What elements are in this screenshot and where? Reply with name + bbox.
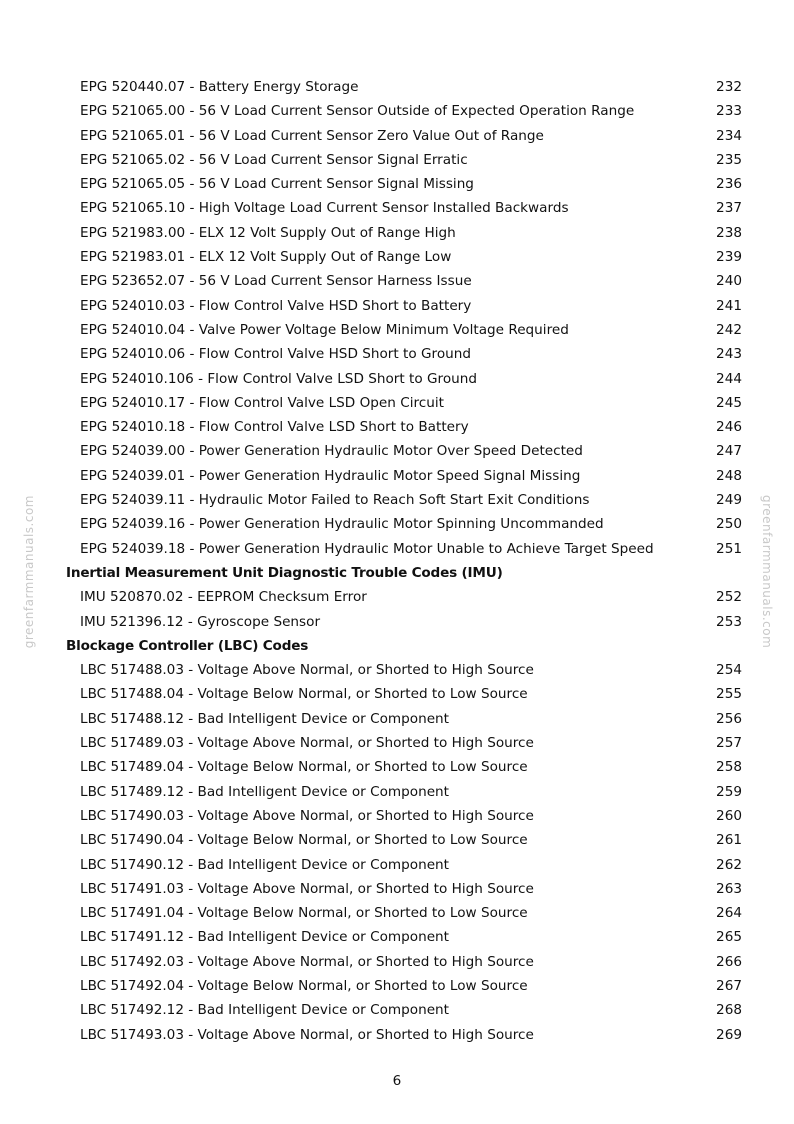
- toc-entry[interactable]: [0, 221, 794, 245]
- toc-heading-label: Blockage Controller (LBC) Codes: [66, 637, 309, 654]
- toc-entry-label: EPG 524010.06 - Flow Control Valve HSD Short to Ground: [80, 346, 471, 363]
- toc-entry[interactable]: [0, 610, 794, 634]
- toc-entry[interactable]: [0, 828, 794, 852]
- toc-entry-label: EPG 521065.02 - 56 V Load Current Sensor Signal Erratic: [80, 151, 468, 168]
- toc-entry[interactable]: [0, 75, 794, 99]
- toc-entry[interactable]: [0, 512, 794, 536]
- toc-entry-page-number: 265: [716, 929, 742, 946]
- toc-entry-page-number: 237: [716, 200, 742, 217]
- toc-entry-label: EPG 524010.04 - Valve Power Voltage Below Minimum Voltage Required: [80, 321, 569, 338]
- toc-entry-label: LBC 517488.12 - Bad Intelligent Device or Component: [80, 710, 450, 727]
- toc-entry-label: EPG 523652.07 - 56 V Load Current Sensor Harness Issue: [80, 273, 472, 290]
- toc-entry-label: EPG 521983.01 - ELX 12 Volt Supply Out of Range Low: [80, 249, 452, 266]
- toc-entry-label: EPG 521983.00 - ELX 12 Volt Supply Out of Range High: [80, 224, 456, 241]
- toc-entry[interactable]: [0, 707, 794, 731]
- toc-entry-page-number: 266: [716, 953, 742, 970]
- toc-entry[interactable]: [0, 342, 794, 366]
- toc-entry[interactable]: [0, 439, 794, 463]
- toc-entry-label: EPG 521065.05 - 56 V Load Current Sensor Signal Missing: [80, 176, 474, 193]
- toc-entry-page-number: 241: [716, 297, 742, 314]
- toc-entry[interactable]: [0, 658, 794, 682]
- toc-entry-label: LBC 517493.03 - Voltage Above Normal, or Shorted to High Source: [80, 1026, 534, 1043]
- toc-entry-page-number: 232: [716, 79, 742, 95]
- toc-entry[interactable]: [0, 974, 794, 998]
- toc-entry-label: LBC 517488.03 - Voltage Above Normal, or Shorted to High Source: [80, 662, 534, 679]
- toc-entry[interactable]: [0, 318, 794, 342]
- toc-entry-label: IMU 520870.02 - EEPROM Checksum Error: [80, 589, 367, 606]
- toc-entry-page-number: 240: [716, 273, 742, 290]
- toc-entry[interactable]: [0, 1023, 794, 1047]
- toc-entry-label: LBC 517491.12 - Bad Intelligent Device or Component: [80, 929, 450, 946]
- toc-entry-page-number: 267: [716, 977, 742, 994]
- toc-entry[interactable]: [0, 901, 794, 925]
- toc-entry[interactable]: [0, 245, 794, 269]
- toc-entry-label: EPG 524010.106 - Flow Control Valve LSD Short to Ground: [80, 370, 477, 387]
- toc-entry[interactable]: [0, 780, 794, 804]
- toc-entry-label: LBC 517492.04 - Voltage Below Normal, or Shorted to Low Source: [80, 977, 528, 994]
- toc-entry-page-number: 255: [716, 686, 742, 703]
- toc-entry-label: EPG 520440.07 - Battery Energy Storage: [80, 79, 359, 95]
- watermark-left: greenfarmmanuals.com: [22, 495, 36, 649]
- toc-entry-page-number: 254: [716, 662, 742, 679]
- toc-entry[interactable]: [0, 124, 794, 148]
- toc-entry-label: LBC 517489.12 - Bad Intelligent Device or Component: [80, 783, 450, 800]
- toc-entry[interactable]: [0, 488, 794, 512]
- toc-entry[interactable]: [0, 367, 794, 391]
- toc-entry-label: LBC 517491.03 - Voltage Above Normal, or Shorted to High Source: [80, 880, 534, 897]
- toc-entry-page-number: 257: [716, 735, 742, 752]
- toc-heading-label: Inertial Measurement Unit Diagnostic Trouble Codes (IMU): [66, 564, 503, 581]
- toc-entry-page-number: 234: [716, 127, 742, 144]
- toc-entry[interactable]: [0, 464, 794, 488]
- toc-entry-page-number: 253: [716, 613, 742, 630]
- toc-entry-page-number: 250: [716, 516, 742, 533]
- toc-entry[interactable]: [0, 269, 794, 293]
- toc-entry-label: EPG 524039.01 - Power Generation Hydraulic Motor Speed Signal Missing: [80, 467, 581, 484]
- toc-entry-label: EPG 524010.18 - Flow Control Valve LSD Short to Battery: [80, 419, 469, 436]
- toc-entry-page-number: 252: [716, 589, 742, 606]
- toc-entry-page-number: 245: [716, 394, 742, 411]
- toc-entry-page-number: 248: [716, 467, 742, 484]
- toc-entry-label: EPG 521065.00 - 56 V Load Current Sensor Outside of Expected Operation Range: [80, 103, 635, 120]
- toc-entry-page-number: 264: [716, 905, 742, 922]
- toc-entry-page-number: 246: [716, 419, 742, 436]
- toc-entry-label: EPG 521065.10 - High Voltage Load Current Sensor Installed Backwards: [80, 200, 569, 217]
- toc-entry[interactable]: [0, 853, 794, 877]
- toc-entry-page-number: 249: [716, 492, 742, 509]
- toc-entry-label: EPG 524039.00 - Power Generation Hydraulic Motor Over Speed Detected: [80, 443, 583, 460]
- toc-entry[interactable]: [0, 99, 794, 123]
- toc-entry-page-number: 261: [716, 832, 742, 849]
- toc-entry-page-number: 239: [716, 249, 742, 266]
- toc-entry-label: LBC 517490.04 - Voltage Below Normal, or Shorted to Low Source: [80, 832, 528, 849]
- toc-entry-page-number: 251: [716, 540, 742, 557]
- toc-entry-page-number: 258: [716, 759, 742, 776]
- toc-entry-label: EPG 524039.11 - Hydraulic Motor Failed to Reach Soft Start Exit Conditions: [80, 492, 590, 509]
- toc-entry[interactable]: [0, 391, 794, 415]
- toc-entry-label: LBC 517491.04 - Voltage Below Normal, or Shorted to Low Source: [80, 905, 528, 922]
- page-number: 6: [392, 1073, 402, 1089]
- toc-entry[interactable]: [0, 294, 794, 318]
- toc-entry-page-number: 256: [716, 710, 742, 727]
- toc-entry-page-number: 269: [716, 1026, 742, 1043]
- toc-entry-page-number: 268: [716, 1002, 742, 1019]
- toc-entry-label: EPG 524039.18 - Power Generation Hydraulic Motor Unable to Achieve Target Speed: [80, 540, 654, 557]
- toc-entry-label: EPG 521065.01 - 56 V Load Current Sensor Zero Value Out of Range: [80, 127, 544, 144]
- toc-entry-label: EPG 524010.03 - Flow Control Valve HSD Short to Battery: [80, 297, 472, 314]
- table-of-contents: [0, 75, 794, 1047]
- toc-entry[interactable]: [0, 196, 794, 220]
- toc-entry-label: LBC 517489.03 - Voltage Above Normal, or Shorted to High Source: [80, 735, 534, 752]
- toc-entry[interactable]: [0, 682, 794, 706]
- toc-entry[interactable]: [0, 755, 794, 779]
- toc-entry-label: EPG 524039.16 - Power Generation Hydraulic Motor Spinning Uncommanded: [80, 516, 604, 533]
- toc-entry-page-number: 236: [716, 176, 742, 193]
- toc-entry[interactable]: [0, 877, 794, 901]
- toc-entry[interactable]: [0, 148, 794, 172]
- toc-entry-page-number: 262: [716, 856, 742, 873]
- toc-entry-page-number: 259: [716, 783, 742, 800]
- toc-entry-label: LBC 517488.04 - Voltage Below Normal, or Shorted to Low Source: [80, 686, 528, 703]
- toc-entry-page-number: 233: [716, 103, 742, 120]
- toc-entry[interactable]: [0, 537, 794, 561]
- toc-entry[interactable]: [0, 172, 794, 196]
- toc-entry-label: LBC 517490.12 - Bad Intelligent Device or Component: [80, 856, 450, 873]
- toc-entry-page-number: 247: [716, 443, 742, 460]
- toc-entry[interactable]: [0, 950, 794, 974]
- toc-entry[interactable]: [0, 731, 794, 755]
- toc-entry-page-number: 244: [716, 370, 742, 387]
- toc-entry-page-number: 263: [716, 880, 742, 897]
- toc-entry-page-number: 235: [716, 151, 742, 168]
- toc-entry-page-number: 238: [716, 224, 742, 241]
- toc-entry[interactable]: [0, 585, 794, 609]
- toc-entry[interactable]: [0, 415, 794, 439]
- toc-entry-page-number: 242: [716, 321, 742, 338]
- toc-entry[interactable]: [0, 804, 794, 828]
- toc-entry-label: IMU 521396.12 - Gyroscope Sensor: [80, 613, 321, 630]
- watermark-right: greenfarmmanuals.com: [760, 495, 774, 649]
- toc-section-heading: [0, 561, 794, 585]
- toc-entry[interactable]: [0, 925, 794, 949]
- toc-entry-page-number: 260: [716, 807, 742, 824]
- toc-entry-label: LBC 517489.04 - Voltage Below Normal, or Shorted to Low Source: [80, 759, 528, 776]
- toc-entry-label: LBC 517492.12 - Bad Intelligent Device or Component: [80, 1002, 450, 1019]
- toc-entry[interactable]: [0, 998, 794, 1022]
- toc-entry-page-number: 243: [716, 346, 742, 363]
- toc-entry-label: LBC 517490.03 - Voltage Above Normal, or Shorted to High Source: [80, 807, 534, 824]
- toc-entry-label: LBC 517492.03 - Voltage Above Normal, or Shorted to High Source: [80, 953, 534, 970]
- toc-entry-label: EPG 524010.17 - Flow Control Valve LSD Open Circuit: [80, 394, 444, 411]
- toc-section-heading: [0, 634, 794, 658]
